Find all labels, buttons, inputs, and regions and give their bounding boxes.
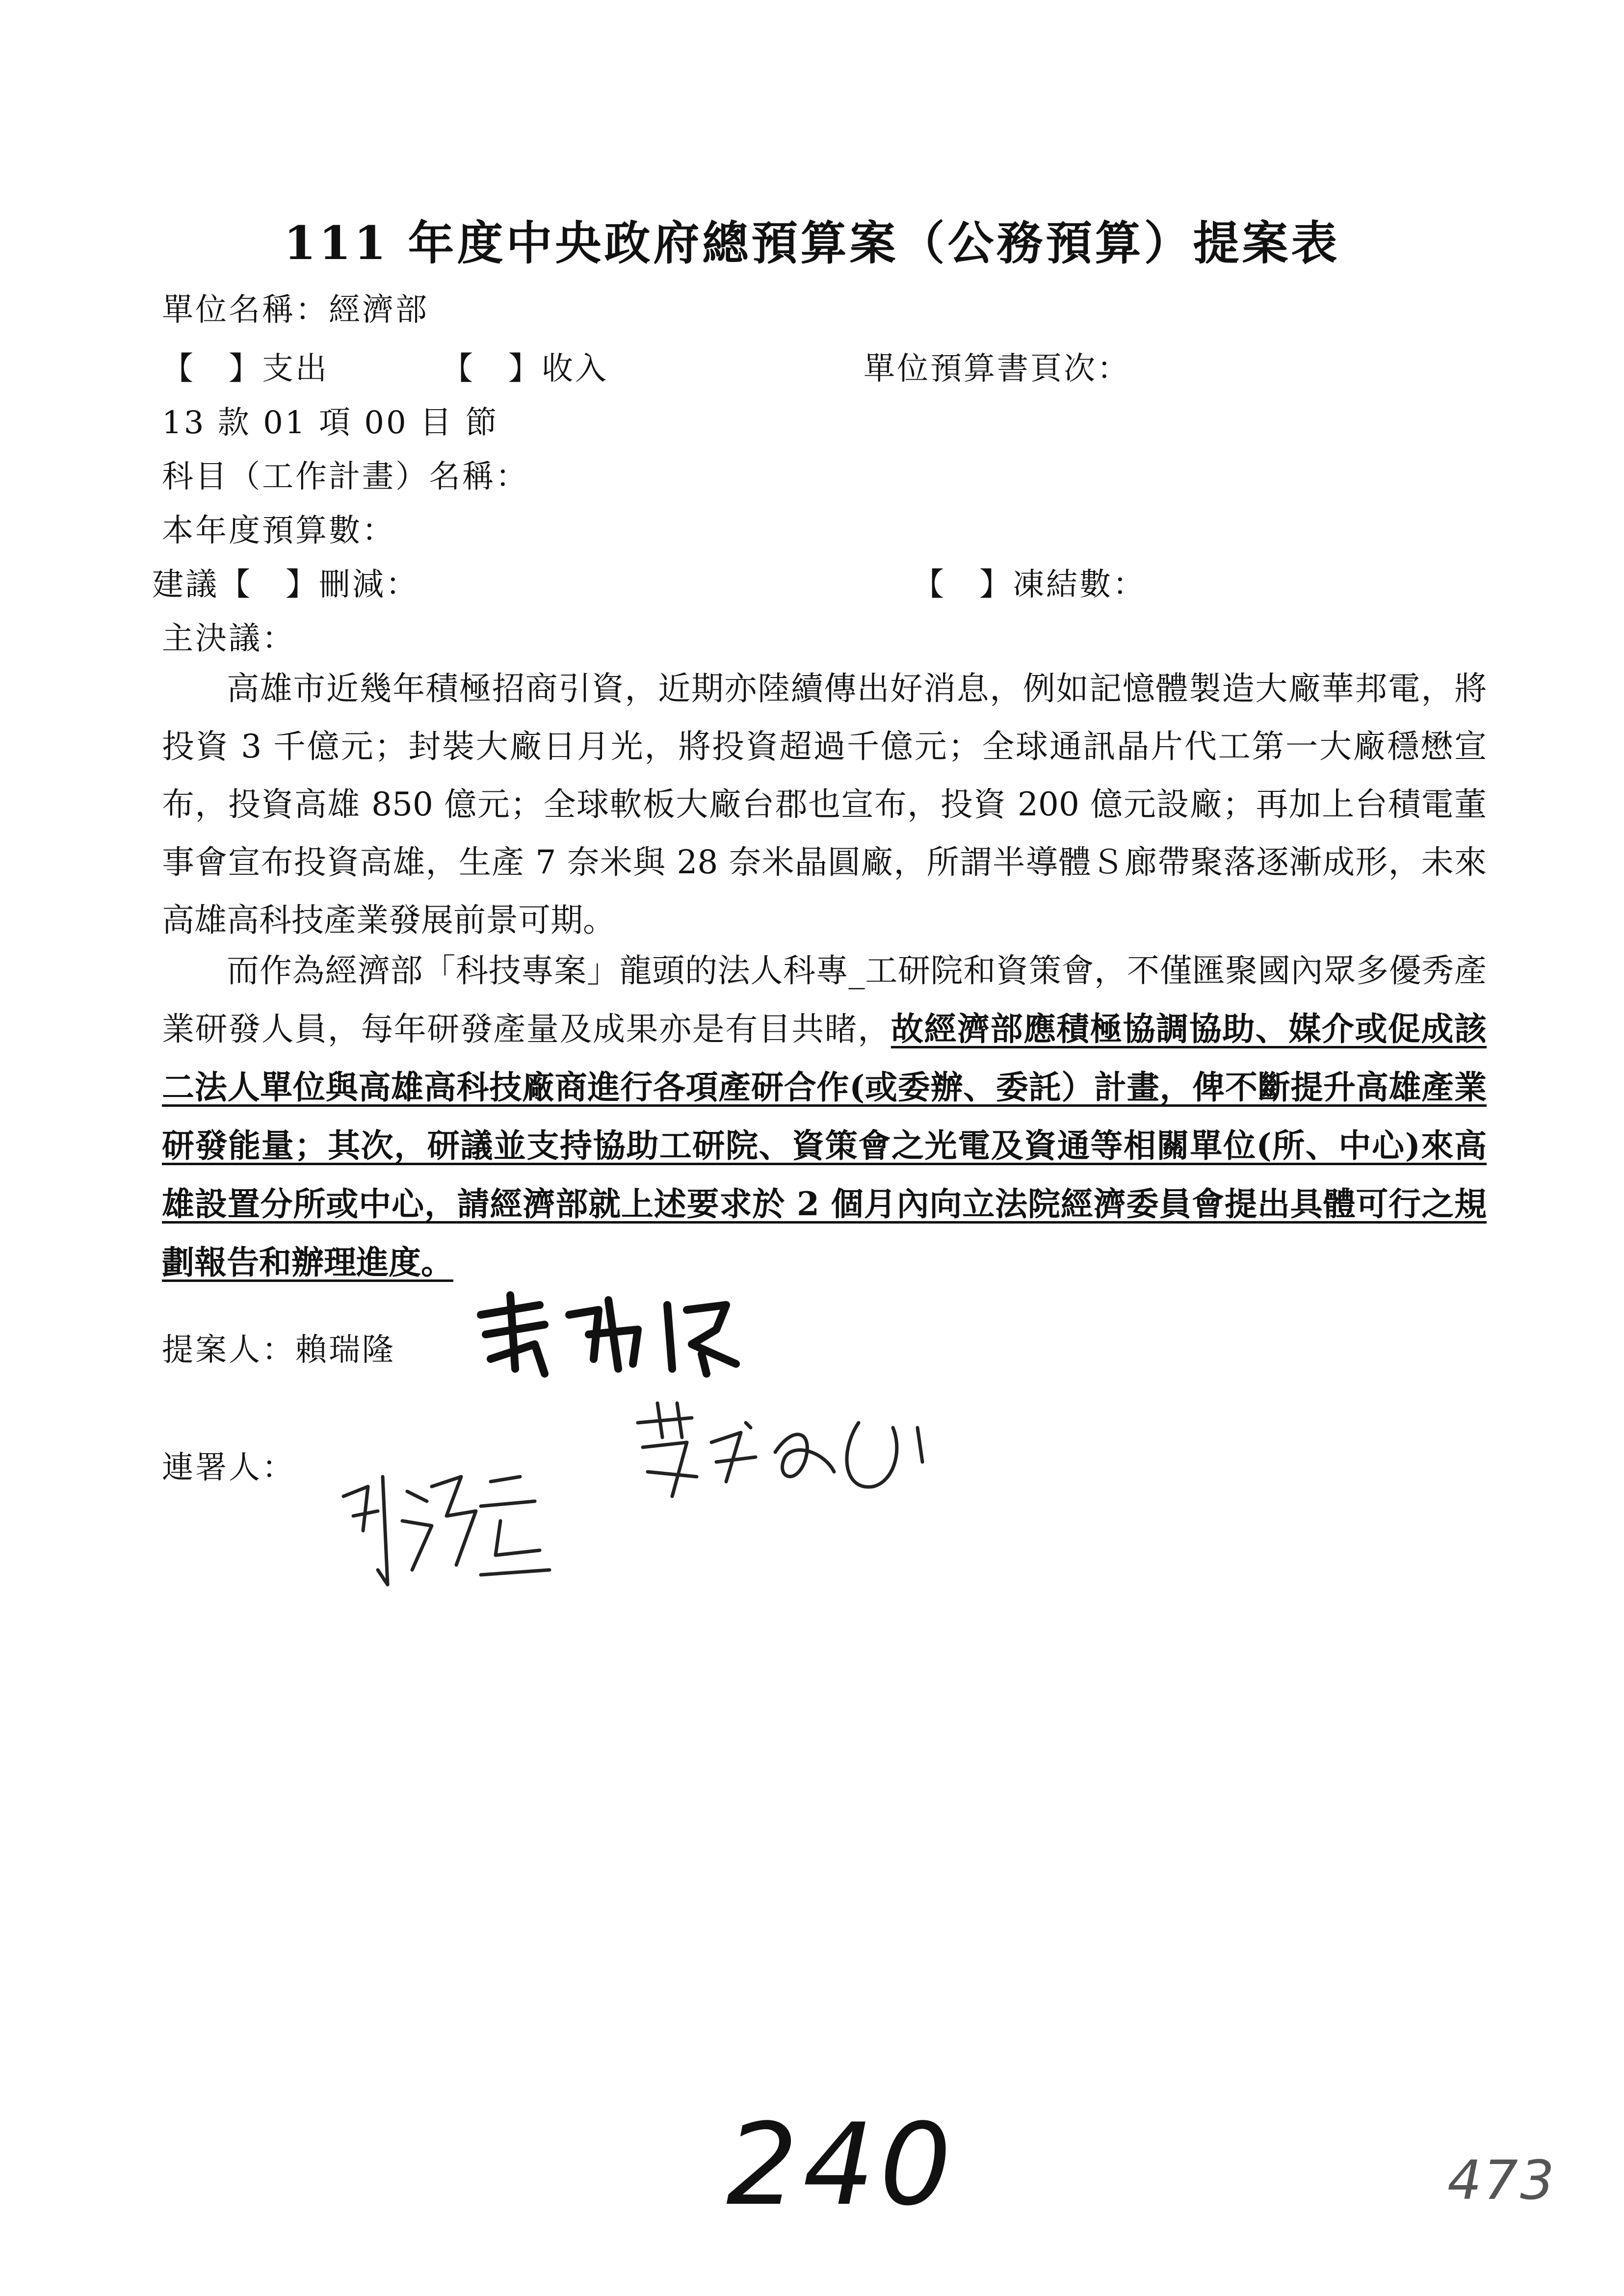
paragraph-2-emphasis-text: 故經濟部應積極協調協助、媒介或促成該二法人單位與高雄高科技廠商進行各項產研合作(或委辦、委託）計畫，俾不斷提升高雄產業研發能量；其次，研議並支持協助工研院、資策會之光電及資通等相關單位(所、中心)來高雄設置分所或中心，請經濟部就上述要求於 2 個月內向立法院經濟委員會提出具體可行之規劃報告和辦理進度。	[162, 1010, 1487, 1281]
resolution-paragraph-2	[162, 942, 1487, 1292]
expense-checkbox-label: 【 】支出	[162, 351, 329, 387]
paragraph-2-plain-text: 而作為經濟部「科技專案」龍頭的法人科專_工研院和資策會，不僅匯聚國內眾多優秀產業研發人員，每年研發產量及成果亦是有目共睹，	[162, 952, 1487, 1048]
cosigner-signature-2	[628, 1393, 932, 1521]
proposer-label: 提案人：賴瑞隆	[162, 1332, 395, 1368]
annual-budget-label: 本年度預算數：	[162, 513, 395, 549]
item-code: 13 款 01 項 00 目 節	[162, 405, 499, 441]
unit-name: 單位名稱：經濟部	[162, 292, 429, 328]
resolution-label: 主決議：	[162, 621, 295, 657]
cosigner-signature-2-drawing	[628, 1393, 932, 1521]
paragraph-1-text: 高雄市近幾年積極招商引資，近期亦陸續傳出好消息，例如記憶體製造大廠華邦電，將投資 3 千億元；封裝大廠日月光，將投資超過千億元；全球通訊晶片代工第一大廠穩懋宣布，投資高雄 850 億元；全球軟板大廠台郡也宣布，投資 200 億元設廠；再加上台積電董事會宣布投資高雄，生產 7 奈米與 28 奈米晶圓廠，所謂半導體Ｓ廊帶聚落逐漸成形，未來高雄高科技產業發展前景可期。	[162, 670, 1487, 939]
handwritten-page-number: 240	[726, 2100, 956, 2231]
cosigner-label: 連署人：	[162, 1450, 295, 1486]
suggest-cut-label: 建議【 】刪減：	[152, 567, 419, 603]
handwritten-corner-number: 473	[1447, 2149, 1556, 2212]
income-checkbox-label: 【 】收入	[442, 351, 608, 387]
subject-label: 科目（工作計畫）名稱：	[162, 459, 529, 495]
proposer-signature-drawing	[471, 1285, 756, 1383]
resolution-paragraph-1	[162, 660, 1487, 949]
document-title: 111 年度中央政府總預算案（公務預算）提案表	[284, 216, 1340, 270]
proposer-signature	[471, 1285, 756, 1383]
budget-page-label: 單位預算書頁次：	[864, 351, 1130, 387]
freeze-label: 【 】凍結數：	[913, 567, 1146, 603]
cosigner-signature-1-drawing	[334, 1457, 569, 1604]
cosigner-signature-1	[334, 1457, 569, 1604]
